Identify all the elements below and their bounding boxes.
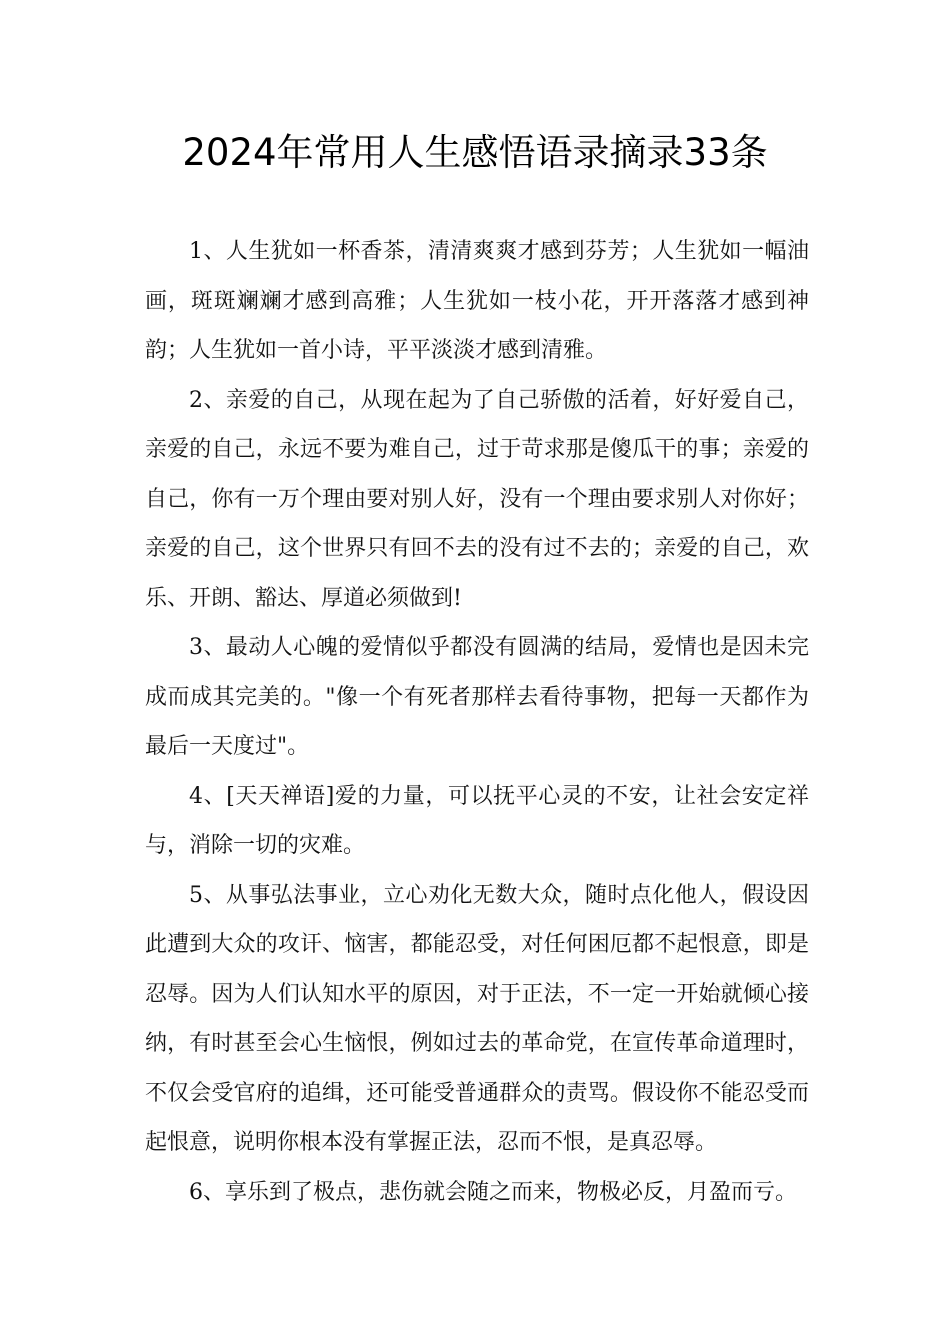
- document-title: 2024年常用人生感悟语录摘录33条: [182, 131, 768, 174]
- paragraph-3: 3、最动人心魄的爱情似乎都没有圆满的结局，爱情也是因未完成而成其完美的。"像一个有死者那样去看待事物，把每一天都作为最后一天度过"。: [145, 635, 809, 759]
- document-body: [145, 227, 809, 1217]
- paragraph-4: 4、[天天禅语]爱的力量，可以抚平心灵的不安，让社会安定祥与，消除一切的灾难。: [145, 783, 809, 858]
- paragraph-1: 1、人生犹如一杯香茶，清清爽爽才感到芬芳；人生犹如一幅油画，斑斑斓斓才感到高雅；人生犹如一枝小花，开开落落才感到神韵；人生犹如一首小诗，平平淡淡才感到清雅。: [145, 239, 809, 363]
- paragraph-5: 5、从事弘法事业，立心劝化无数大众，随时点化他人，假设因此遭到大众的攻讦、恼害，都能忍受，对任何困厄都不起恨意，即是忍辱。因为人们认知水平的原因，对于正法，不一定一开始就倾心接纳，有时甚至会心生恼恨，例如过去的革命党，在宣传革命道理时，不仅会受官府的追缉，还可能受普通群众的责骂。假设你不能忍受而起恨意，说明你根本没有掌握正法，忍而不恨，是真忍辱。: [145, 882, 809, 1155]
- paragraph-6: 6、享乐到了极点，悲伤就会随之而来，物极必反，月盈而亏。: [189, 1179, 797, 1205]
- paragraph-2: 2、亲爱的自己，从现在起为了自己骄傲的活着，好好爱自己，亲爱的自己，永远不要为难自己，过于苛求那是傻瓜干的事；亲爱的自己，你有一万个理由要对别人好，没有一个理由要求别人对你好；亲爱的自己，这个世界只有回不去的没有过不去的；亲爱的自己，欢乐、开朗、豁达、厚道必须做到!: [145, 387, 809, 611]
